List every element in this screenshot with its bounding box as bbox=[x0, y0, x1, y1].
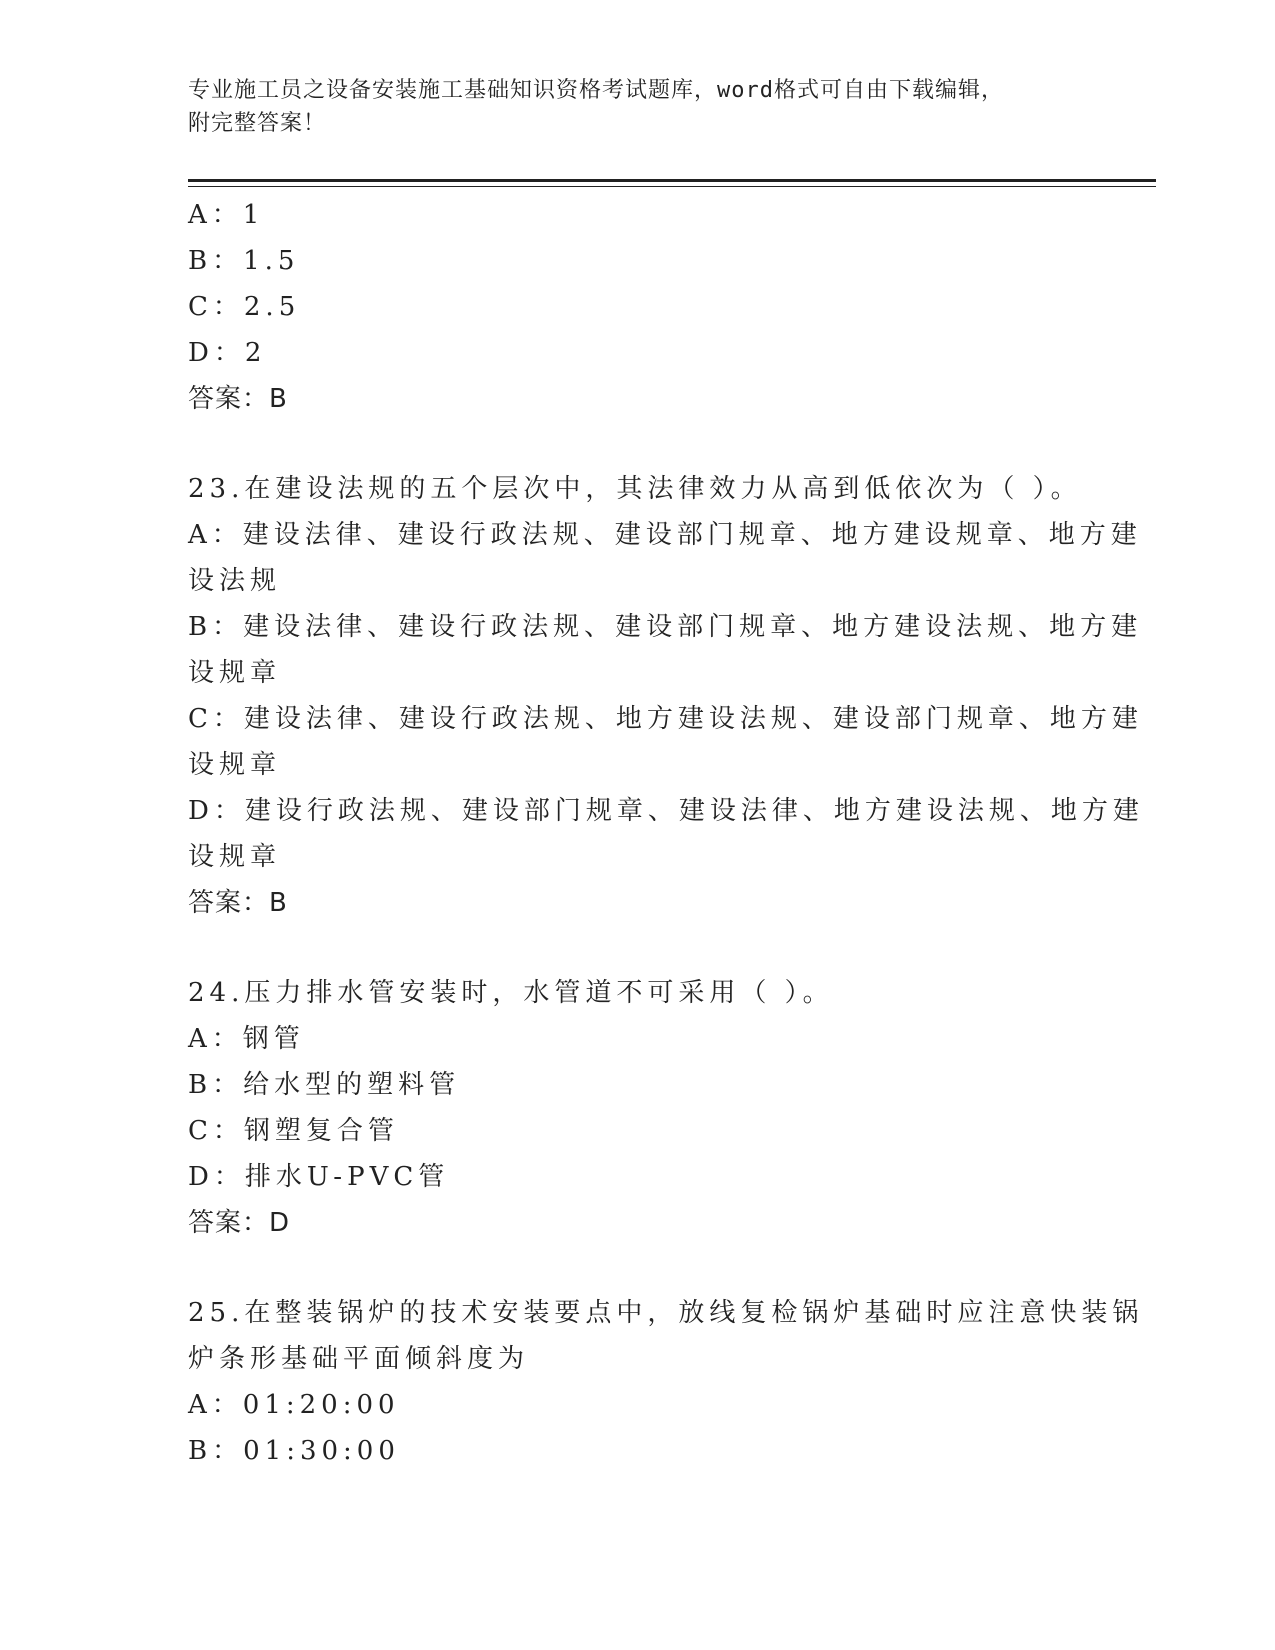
document-header bbox=[188, 74, 1068, 140]
question-text: 23.在建设法规的五个层次中，其法律效力从高到低依次为（ ）。 bbox=[188, 474, 1082, 504]
option-b: B：1.5 bbox=[188, 246, 300, 276]
question-24 bbox=[188, 970, 1088, 1246]
option-a: A：钢管 bbox=[188, 1024, 305, 1054]
question-22 bbox=[188, 192, 1088, 422]
question-text-cont: 炉条形基础平面倾斜度为 bbox=[188, 1344, 530, 1374]
question-text: 25.在整装锅炉的技术安装要点中，放线复检锅炉基础时应注意快装锅 bbox=[188, 1298, 1144, 1328]
option-b-cont: 设规章 bbox=[188, 658, 282, 688]
option-c: C：2.5 bbox=[188, 292, 301, 322]
header-divider-thin bbox=[188, 186, 1156, 187]
option-a: A：01:20:00 bbox=[188, 1390, 400, 1420]
question-list bbox=[188, 192, 1144, 1474]
option-b: B：给水型的塑料管 bbox=[188, 1070, 461, 1100]
option-d: D：2 bbox=[188, 338, 267, 368]
header-line: 附完整答案！ bbox=[188, 111, 327, 136]
option-a: A：1 bbox=[188, 200, 265, 230]
option-d: D：排水U-PVC管 bbox=[188, 1162, 450, 1192]
answer: 答案：B bbox=[188, 384, 288, 414]
answer: 答案：D bbox=[188, 1208, 291, 1238]
answer: 答案：B bbox=[188, 888, 288, 918]
option-b: B：建设法律、建设行政法规、建设部门规章、地方建设法规、地方建 bbox=[188, 612, 1143, 642]
question-23 bbox=[188, 466, 1144, 926]
option-b: B：01:30:00 bbox=[188, 1436, 400, 1466]
question-text: 24.压力排水管安装时，水管道不可采用（ ）。 bbox=[188, 978, 834, 1008]
option-c: C：钢塑复合管 bbox=[188, 1116, 399, 1146]
option-c: C：建设法律、建设行政法规、地方建设法规、建设部门规章、地方建 bbox=[188, 704, 1143, 734]
option-a: A：建设法律、建设行政法规、建设部门规章、地方建设规章、地方建 bbox=[188, 520, 1142, 550]
header-divider bbox=[188, 179, 1156, 182]
option-d: D：建设行政法规、建设部门规章、建设法律、地方建设法规、地方建 bbox=[188, 796, 1144, 826]
option-d-cont: 设规章 bbox=[188, 842, 282, 872]
header-line: 专业施工员之设备安装施工基础知识资格考试题库，word格式可自由下载编辑， bbox=[188, 78, 1004, 103]
question-25 bbox=[188, 1290, 1144, 1474]
option-c-cont: 设规章 bbox=[188, 750, 282, 780]
option-a-cont: 设法规 bbox=[188, 566, 282, 596]
